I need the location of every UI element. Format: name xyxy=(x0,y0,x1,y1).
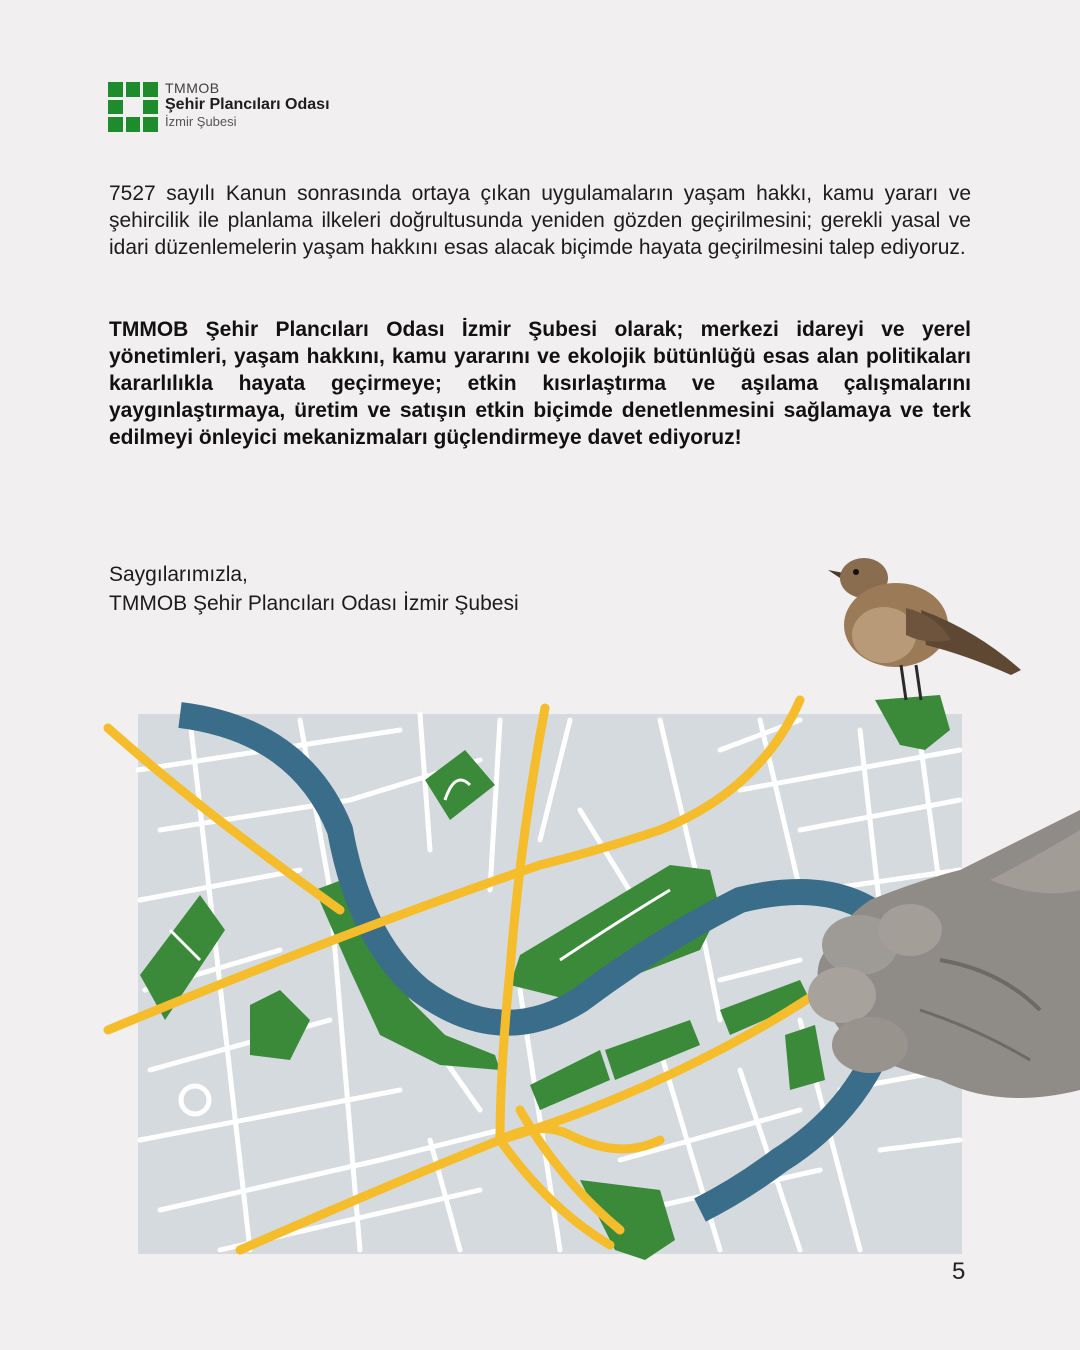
closing-org-name: TMMOB Şehir Plancıları Odası İzmir Şubesi xyxy=(109,592,519,615)
closing-greeting: Saygılarımızla, xyxy=(109,563,248,586)
cat-paw-illustration xyxy=(800,810,1080,1110)
org-name-line2: Şehir Plancıları Odası xyxy=(165,96,330,113)
org-name xyxy=(165,81,330,130)
org-logo-mark xyxy=(108,82,158,132)
closing-signature xyxy=(109,560,519,618)
org-name-line3: İzmir Şubesi xyxy=(165,114,237,129)
org-logo xyxy=(108,82,358,134)
page-number: 5 xyxy=(952,1258,966,1285)
org-name-line1: TMMOB xyxy=(165,80,220,96)
body-paragraph-1: 7527 sayılı Kanun sonrasında ortaya çıkan uygulamaların yaşam hakkı, kamu yararı ve şehircilik ile planlama ilkeleri doğrultusunda yeniden gözden geçirilmesini; gerekli yasal ve idari düzenlemelerin yaşam hakkını esas alacak biçimde hayata geçirilmesini talep ediyoruz. xyxy=(109,182,971,259)
bird-illustration xyxy=(826,540,1026,710)
body-paragraph-2-bold: TMMOB Şehir Plancıları Odası İzmir Şubesi olarak; merkezi idareyi ve yerel yönetimleri, yaşam hakkını, kamu yararını ve ekolojik bütünlüğü esas alan politikaları kararlılıkla hayata geçirmeye; etkin kısırlaştırma ve aşılama çalışmalarını yaygınlaştırmaya, üretim ve satışın etkin biçimde denetlenmesini sağlamaya ve terk edilmeyi önleyici mekanizmaları güçlendirmeye davet ediyoruz! xyxy=(109,318,971,449)
